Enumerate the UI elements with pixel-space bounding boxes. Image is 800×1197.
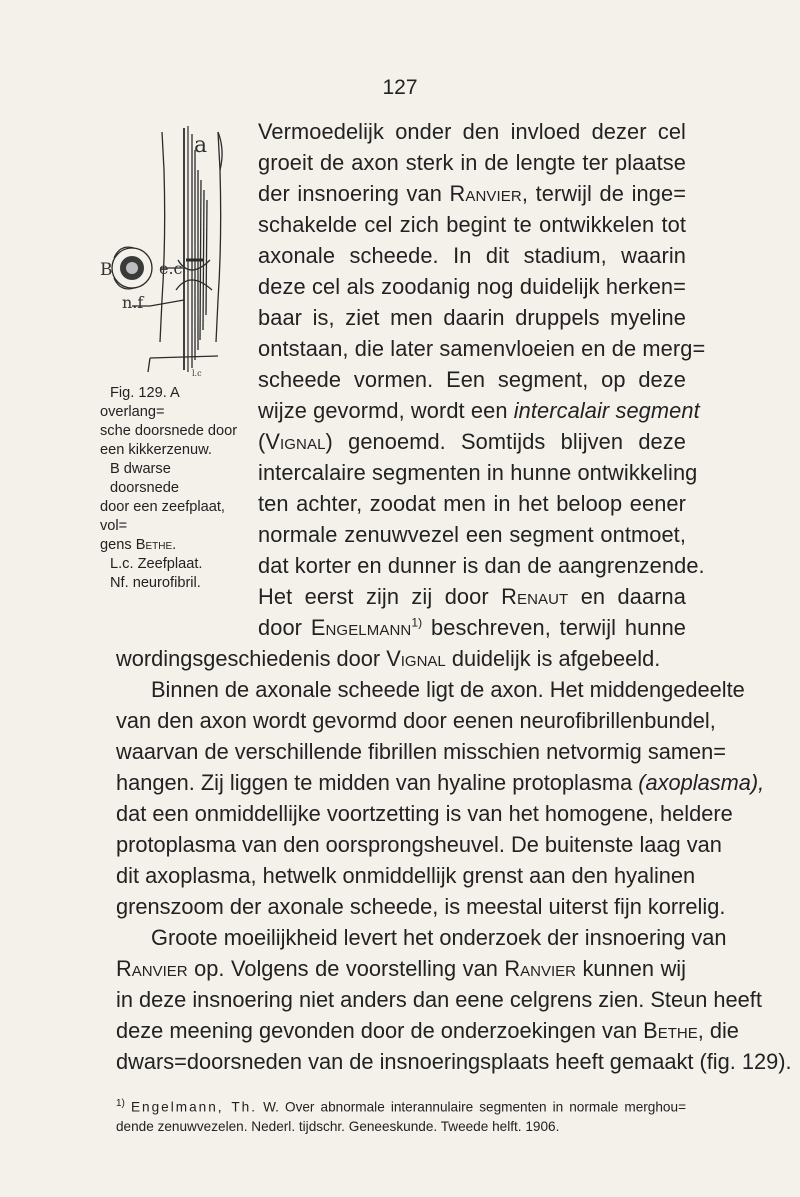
footnote-marker: 1) [116,1098,125,1109]
text-line: deze cel als zoodanig nog duidelijk herken= [258,274,686,299]
caption-author-bethe: Bethe. [135,537,177,553]
caption-line-2: door een zeefplaat, vol [100,499,225,534]
fig-label-b: B [100,260,113,280]
text-line: dat een onmiddellijke voortzetting is van het homogene, heldere [116,801,733,826]
fig-label-lc: l.c [192,369,202,378]
caption-line-3: gens [100,537,132,553]
text-line: Het eerst zijn zij door Renaut en daarna [258,584,687,609]
text-line: waarvan de verschillende fibrillen misschien netvormig samen= [116,739,726,764]
text-line: normale zenuwvezel een segment ontmoet, [258,522,686,547]
caption-line-nf: Nf. neurofibril. [110,575,201,591]
fig-label-ec: e.c [159,259,183,278]
text-line: in deze insnoering niet anders dan eene celgrens zien. Steun heeft [116,987,762,1012]
figure-caption: Fig. 129. A overlang= sche doorsnede door een kikkerzenuw. B dwarse doorsnede door een zeefplaat, vol= gens Bethe. L.c. Zeefplaat. Nf. neurofibril. [100,384,240,593]
text-line: der insnoering van Ranvier, terwijl de inge= [258,181,687,206]
text-line: (Vignal) genoemd. Somtijds blijven deze [258,429,686,454]
footnote-line-2: dende zenuwvezelen. Nederl. tijdschr. Geneeskunde. Tweede helft. 1906. [116,1118,560,1134]
text-line: deze meening gevonden door de onderzoekingen van Bethe, die [116,1018,739,1043]
text-line: Ranvier op. Volgens de voorstelling van Ranvier kunnen wij [116,956,686,981]
caption-title: Fig. 129. A overlang [100,385,179,420]
text-line: dwars=doorsneden van de insnoeringsplaats heeft gemaakt (fig. 129). [116,1049,792,1074]
text-line: axonale scheede. In dit stadium, waarin [258,243,686,268]
caption-line-b: B dwarse doorsnede [110,461,179,496]
text-line: intercalaire segmenten in hunne ontwikkeling [258,460,698,485]
fig-label-nf: n.f [122,293,144,312]
footnote: $^{1)}$ Engelmann, Th. W. Over abnormale interannulaire segmenten in normale merghou= dende zenuwvezelen. Nederl. tijdschr. Geneeskunde. Tweede helft. 1906. [116,1098,687,1134]
text-line: groeit de axon sterk in de lengte ter plaatse [258,150,686,175]
text-line: schakelde cel zich begint te ontwikkelen tot [258,212,686,237]
caption-title-cont: sche doorsnede door een kikkerzenuw. [100,423,238,458]
text-line: ten achter, zoodat men in het beloop eener [258,491,686,516]
text-line: door Engelmann$^{1)}$ beschreven, terwijl hunne [258,615,687,640]
text-line: wordingsgeschiedenis door Vignal duidelijk is afgebeeld. [116,646,661,671]
text-line: scheede vormen. Een segment, op deze [258,367,686,392]
text-line: van den axon wordt gevormd door eenen neurofibrillenbundel, [116,708,716,733]
text-line: wijze gevormd, wordt een intercalair segment [258,398,700,423]
text-line: dat korter en dunner is dan de aangrenzende. [258,553,705,578]
fig-label-a: a [194,133,208,158]
text-line: grenszoom der axonale scheede, is meestal uiterst fijn korrelig. [116,894,726,919]
text-line: hangen. Zij liggen te midden van hyaline protoplasma (axoplasma), [116,770,765,795]
text-line: Groote moeilijkheid levert het onderzoek der insnoering van [151,925,727,950]
caption-line-lc: L.c. Zeefplaat. [110,556,203,572]
text-line: Vermoedelijk onder den invloed dezer cel [258,119,686,144]
text-line: dit axoplasma, hetwelk onmiddellijk grenst aan den hyalinen [116,863,696,888]
text-line: ontstaan, die later samenvloeien en de merg= [258,336,706,361]
figure-129-illustration [100,110,260,380]
page-number: 127 [382,76,418,99]
text-line: Binnen de axonale scheede ligt de axon. Het middengedeelte [151,677,745,702]
text-line: baar is, ziet men daarin druppels myeline [258,305,686,330]
text-line: protoplasma van den oorsprongsheuvel. De buitenste laag van [116,832,722,857]
cross-section-b [112,247,152,289]
footnote-author: Engelmann, Th. [130,1099,257,1115]
